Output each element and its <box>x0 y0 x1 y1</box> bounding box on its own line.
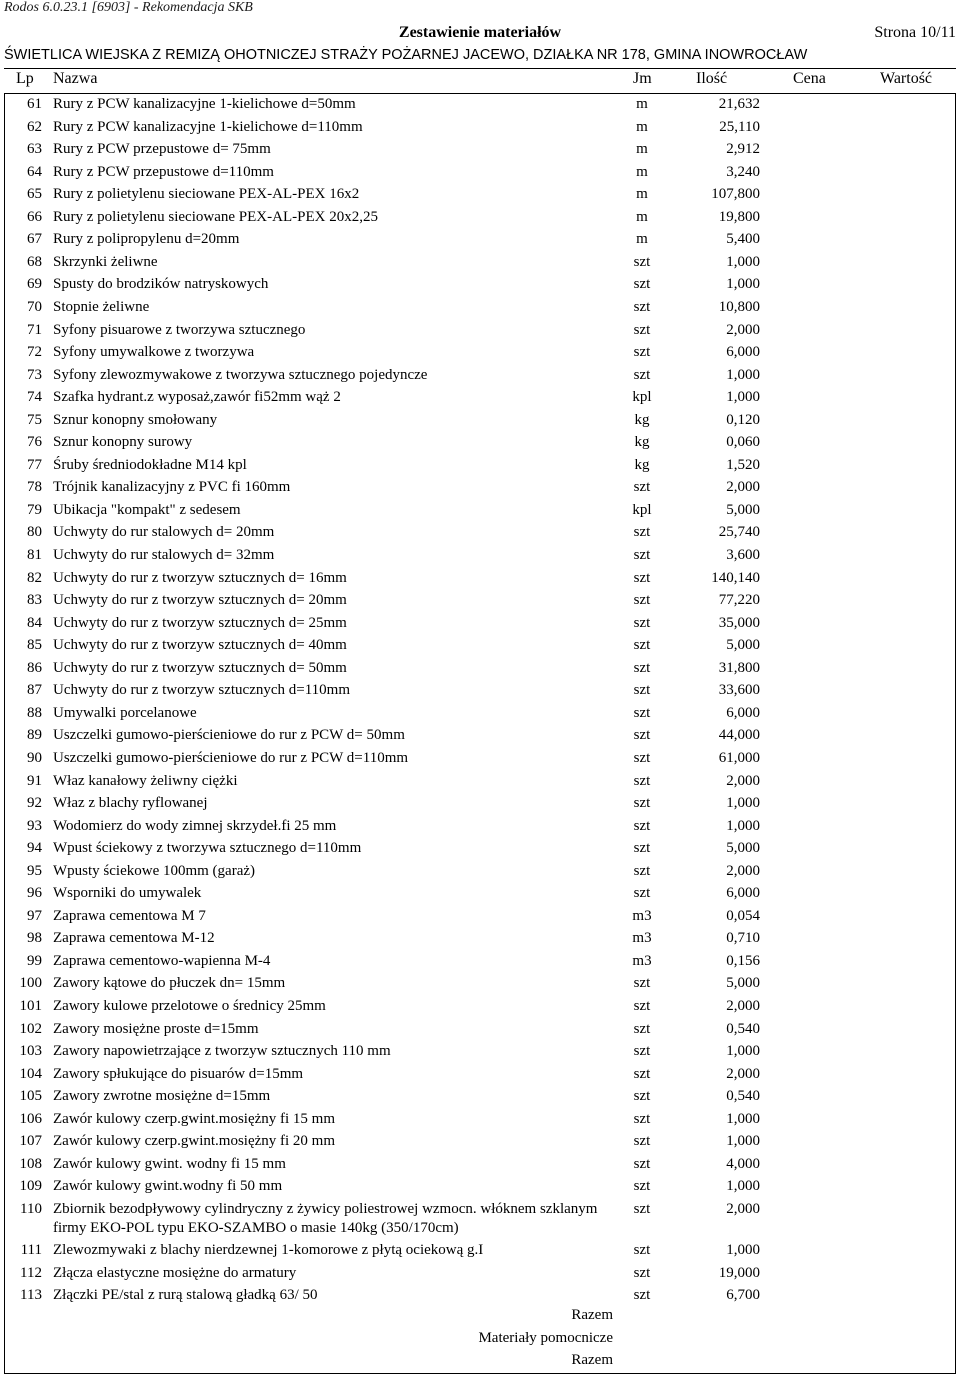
row-lp: 74 <box>27 389 42 406</box>
table-row <box>0 1042 960 1065</box>
row-unit: m <box>636 186 648 203</box>
row-qty: 1,000 <box>726 1043 760 1060</box>
row-lp: 96 <box>27 885 42 902</box>
row-lp: 98 <box>27 930 42 947</box>
row-qty: 10,800 <box>718 298 760 315</box>
row-lp: 109 <box>19 1178 42 1195</box>
table-row <box>0 478 960 501</box>
row-lp: 87 <box>27 682 42 699</box>
row-lp: 63 <box>27 141 42 158</box>
row-name: Śruby średniodokładne M14 kpl <box>53 456 247 473</box>
row-name: Uchwyty do rur z tworzyw sztucznych d= 16mm <box>53 569 347 586</box>
row-qty: 0,054 <box>726 907 760 924</box>
row-unit: kg <box>634 456 650 473</box>
row-unit: m <box>636 96 648 112</box>
row-name: Spusty do brodzików natryskowych <box>53 276 269 293</box>
table-row <box>0 230 960 253</box>
row-qty: 5,000 <box>726 840 760 857</box>
row-qty: 0,120 <box>726 411 760 428</box>
row-unit: szt <box>633 1020 651 1037</box>
row-unit: szt <box>633 637 651 654</box>
row-lp: 94 <box>27 840 42 857</box>
row-unit: szt <box>633 1287 651 1304</box>
table-row <box>0 997 960 1020</box>
table-row <box>0 343 960 366</box>
row-qty: 77,220 <box>718 592 760 609</box>
row-name: Wpust ściekowy z tworzywa sztucznego d=110mm <box>53 840 362 857</box>
header-qty: Ilość <box>696 70 728 87</box>
row-lp: 75 <box>27 411 42 428</box>
row-unit: szt <box>633 298 651 315</box>
row-unit: m <box>636 118 648 135</box>
row-unit: szt <box>633 772 651 789</box>
row-unit: szt <box>633 1065 651 1082</box>
row-unit: szt <box>633 1178 651 1195</box>
row-name: Wsporniki do umywalek <box>53 885 202 902</box>
row-name: Skrzynki żeliwne <box>53 253 158 270</box>
row-name: Syfony zlewozmywakowe z tworzywa sztucznego pojedyncze <box>53 366 428 383</box>
row-name: Uchwyty do rur z tworzyw sztucznych d= 50mm <box>53 659 347 676</box>
row-lp: 73 <box>27 366 42 383</box>
row-qty: 0,540 <box>726 1020 760 1037</box>
row-qty: 0,060 <box>726 434 760 451</box>
row-name: Uchwyty do rur z tworzyw sztucznych d= 40mm <box>53 637 347 654</box>
row-qty: 0,710 <box>726 930 760 947</box>
row-qty: 1,000 <box>726 276 760 293</box>
row-name: Zawory mosiężne proste d=15mm <box>53 1020 259 1037</box>
table-row <box>0 749 960 772</box>
row-name: Stopnie żeliwne <box>53 298 150 315</box>
row-lp: 93 <box>27 817 42 834</box>
table-row <box>0 253 960 276</box>
row-lp: 108 <box>19 1155 42 1172</box>
row-name: Rury z polietylenu sieciowane PEX-AL-PEX 16x2 <box>53 186 360 203</box>
row-lp: 89 <box>27 727 42 744</box>
table-row <box>0 523 960 546</box>
row-lp: 104 <box>19 1065 42 1082</box>
row-qty: 5,000 <box>726 501 760 518</box>
row-name: Właz z blachy ryflowanej <box>53 795 208 812</box>
row-qty: 140,140 <box>711 569 760 586</box>
table-row <box>0 388 960 411</box>
row-lp: 111 <box>20 1241 42 1258</box>
row-unit: szt <box>633 569 651 586</box>
table-row <box>0 1065 960 1088</box>
row-lp: 97 <box>27 907 42 924</box>
row-unit: m3 <box>632 930 652 947</box>
table-row <box>0 411 960 434</box>
row-name: Uchwyty do rur z tworzyw sztucznych d= 20mm <box>53 592 347 609</box>
row-qty: 1,000 <box>726 1241 760 1258</box>
row-lp: 84 <box>27 614 42 631</box>
table-row <box>0 208 960 231</box>
row-qty: 1,000 <box>726 1133 760 1150</box>
row-name: Zawór kulowy gwint. wodny fi 15 mm <box>53 1155 286 1172</box>
table-row <box>0 163 960 186</box>
row-unit: kpl <box>632 389 652 406</box>
row-unit: m3 <box>632 952 652 969</box>
row-unit: szt <box>633 1043 651 1060</box>
table-row <box>0 298 960 321</box>
row-unit: szt <box>633 547 651 563</box>
table-row <box>0 95 960 118</box>
table-row <box>0 118 960 141</box>
table-row <box>0 591 960 614</box>
row-qty: 0,156 <box>726 952 760 969</box>
row-unit: szt <box>633 276 651 293</box>
table-row <box>0 1286 960 1309</box>
table-row <box>0 275 960 298</box>
row-qty: 6,000 <box>726 704 760 721</box>
row-lp: 69 <box>27 276 42 293</box>
table-row <box>0 929 960 952</box>
row-name: Rury z polipropylenu d=20mm <box>53 231 240 248</box>
table-row <box>0 704 960 727</box>
row-unit: szt <box>633 1088 651 1105</box>
row-lp: 81 <box>27 547 42 563</box>
table-row <box>0 659 960 682</box>
row-lp: 110 <box>20 1200 42 1217</box>
row-lp: 72 <box>27 344 42 361</box>
row-lp: 70 <box>27 298 42 315</box>
row-lp: 102 <box>19 1020 42 1037</box>
row-lp: 99 <box>27 952 42 969</box>
table-row <box>0 1264 960 1287</box>
row-qty: 2,000 <box>726 772 760 789</box>
row-unit: szt <box>633 614 651 631</box>
row-qty: 1,000 <box>726 366 760 383</box>
row-unit: szt <box>633 1264 651 1281</box>
row-name: Uchwyty do rur stalowych d= 20mm <box>53 524 275 541</box>
row-lp: 66 <box>27 208 42 225</box>
row-unit: szt <box>633 344 651 361</box>
row-unit: szt <box>633 749 651 766</box>
row-unit: szt <box>633 817 651 834</box>
row-name: Złącza elastyczne mosiężne do armatury <box>53 1264 297 1281</box>
row-qty: 107,800 <box>711 186 760 203</box>
row-unit: kg <box>634 434 650 451</box>
row-qty: 19,000 <box>718 1264 760 1281</box>
header-name: Nazwa <box>53 70 98 87</box>
row-lp: 71 <box>27 321 42 338</box>
row-qty: 2,000 <box>726 321 760 338</box>
row-unit: szt <box>633 479 651 496</box>
row-lp: 65 <box>27 186 42 203</box>
table-header <box>0 68 960 94</box>
page-number: Strona 10/11 <box>874 24 956 41</box>
row-unit: kg <box>634 411 650 428</box>
row-name: Zawór kulowy gwint.wodny fi 50 mm <box>53 1178 283 1195</box>
row-lp: 76 <box>27 434 42 451</box>
auxiliary-materials-label: Materiały pomocnicze <box>478 1330 613 1346</box>
row-name: Zawór kulowy czerp.gwint.mosiężny fi 15 mm <box>53 1110 336 1127</box>
row-qty: 61,000 <box>718 749 760 766</box>
row-qty: 5,400 <box>726 231 760 248</box>
row-unit: szt <box>633 795 651 812</box>
row-unit: szt <box>633 682 651 699</box>
table-row <box>0 1241 960 1264</box>
row-unit: szt <box>633 321 651 338</box>
row-name: Uchwyty do rur z tworzyw sztucznych d=110mm <box>53 682 350 699</box>
table-row <box>0 1177 960 1200</box>
row-name: Uchwyty do rur z tworzyw sztucznych d= 25mm <box>53 614 347 631</box>
row-lp: 83 <box>27 592 42 609</box>
table-row <box>0 569 960 592</box>
row-lp: 100 <box>19 975 42 992</box>
row-lp: 78 <box>27 479 42 496</box>
table-row <box>0 1132 960 1155</box>
row-unit: m3 <box>632 907 652 924</box>
row-qty: 1,000 <box>726 1178 760 1195</box>
row-name: Złączki PE/stal z rurą stalową gładką 63/ 50 <box>53 1287 318 1304</box>
table-row <box>0 884 960 907</box>
row-name: Zawory napowietrzające z tworzyw sztucznych 110 mm <box>53 1043 391 1060</box>
row-lp: 61 <box>27 96 42 112</box>
row-name: Właz kanałowy żeliwny ciężki <box>53 772 238 789</box>
row-qty: 31,800 <box>718 659 760 676</box>
row-qty: 1,000 <box>726 1110 760 1127</box>
row-lp: 64 <box>27 163 42 180</box>
row-lp: 88 <box>27 704 42 721</box>
row-unit: szt <box>633 1110 651 1127</box>
row-unit: szt <box>633 366 651 383</box>
row-qty: 25,740 <box>718 524 760 541</box>
row-lp: 91 <box>27 772 42 789</box>
row-unit: szt <box>633 704 651 721</box>
row-unit: szt <box>633 727 651 744</box>
table-row <box>0 1200 960 1240</box>
row-unit: m <box>636 208 648 225</box>
header-price: Cena <box>793 70 826 87</box>
table-row <box>0 1110 960 1133</box>
table-row <box>0 817 960 840</box>
row-qty: 2,000 <box>726 1065 760 1082</box>
header-top-rule <box>4 68 956 69</box>
row-qty: 1,000 <box>726 817 760 834</box>
row-qty: 1,520 <box>726 456 760 473</box>
table-row <box>0 1155 960 1178</box>
row-unit: szt <box>633 975 651 992</box>
row-unit: m <box>636 163 648 180</box>
row-lp: 68 <box>27 253 42 270</box>
table-row <box>0 185 960 208</box>
header-bottom-rule <box>4 93 956 94</box>
row-name: Zawór kulowy czerp.gwint.mosiężny fi 20 mm <box>53 1133 336 1150</box>
row-lp: 79 <box>27 501 42 518</box>
project-subtitle: ŚWIETLICA WIEJSKA Z REMIZĄ OHOTNICZEJ STRAŻY POŻARNEJ JACEWO, DZIAŁKA NR 178, GMINA INOWROCŁAW <box>4 47 808 63</box>
row-unit: szt <box>633 1155 651 1172</box>
row-qty: 21,632 <box>718 96 760 112</box>
row-qty: 5,000 <box>726 975 760 992</box>
table-row <box>0 772 960 795</box>
row-lp: 77 <box>27 456 42 473</box>
table-bottom-rule <box>4 1373 956 1374</box>
row-lp: 90 <box>27 749 42 766</box>
table-row <box>0 681 960 704</box>
row-qty: 44,000 <box>718 727 760 744</box>
row-name: Rury z PCW kanalizacyjne 1-kielichowe d=50mm <box>53 96 356 112</box>
table-row <box>0 140 960 163</box>
row-qty: 2,912 <box>726 141 760 158</box>
row-name: Syfony umywalkowe z tworzywa <box>53 344 255 361</box>
row-qty: 3,240 <box>726 163 760 180</box>
row-name: Uchwyty do rur stalowych d= 32mm <box>53 547 275 563</box>
row-name: Zaprawa cementowa M-12 <box>53 930 215 947</box>
row-name: Zawory zwrotne mosiężne d=15mm <box>53 1088 271 1105</box>
row-unit: szt <box>633 659 651 676</box>
row-qty: 1,000 <box>726 253 760 270</box>
row-name: Ubikacja "kompakt" z sedesem <box>53 501 241 518</box>
row-unit: szt <box>633 840 651 857</box>
row-qty: 2,000 <box>726 479 760 496</box>
row-lp: 80 <box>27 524 42 541</box>
row-lp: 113 <box>20 1287 42 1304</box>
row-lp: 101 <box>19 998 42 1014</box>
row-unit: szt <box>633 253 651 270</box>
row-lp: 112 <box>20 1264 42 1281</box>
row-unit: szt <box>633 524 651 541</box>
app-version-line: Rodos 6.0.23.1 [6903] - Rekomendacja SKB <box>4 0 253 15</box>
row-lp: 95 <box>27 862 42 879</box>
row-lp: 62 <box>27 118 42 135</box>
table-row <box>0 636 960 659</box>
row-qty: 33,600 <box>718 682 760 699</box>
row-lp: 92 <box>27 795 42 812</box>
row-qty: 2,000 <box>726 862 760 879</box>
row-name: Wodomierz do wody zimnej skrzydeł.fi 25 mm <box>53 817 337 834</box>
table-row <box>0 794 960 817</box>
table-row <box>0 974 960 997</box>
row-name: Wpusty ściekowe 100mm (garaż) <box>53 862 256 879</box>
row-unit: m <box>636 231 648 248</box>
row-name: Zawory kulowe przelotowe o średnicy 25mm <box>53 998 326 1014</box>
row-unit: m <box>636 141 648 158</box>
row-lp: 86 <box>27 659 42 676</box>
row-lp: 85 <box>27 637 42 654</box>
row-lp: 106 <box>19 1110 42 1127</box>
row-name: Zawory spłukujące do pisuarów d=15mm <box>53 1065 304 1082</box>
row-name: Rury z PCW kanalizacyjne 1-kielichowe d=110mm <box>53 118 363 135</box>
row-name: Szafka hydrant.z wyposaż,zawór fi52mm wąż 2 <box>53 389 341 406</box>
row-unit: szt <box>633 1241 651 1258</box>
document-title: Zestawienie materiałów <box>398 24 562 41</box>
table-row <box>0 614 960 637</box>
table-row <box>0 839 960 862</box>
row-unit: szt <box>633 1200 651 1217</box>
row-name: Zbiornik bezodpływowy cylindryczny z żywicy poliestrowej wzmocn. włóknem szklanym firmy EKO-POL typu EKO-SZAMBO o masie 140kg (350/170cm) <box>53 1200 598 1236</box>
row-lp: 107 <box>19 1133 42 1150</box>
row-unit: szt <box>633 1133 651 1150</box>
table-row <box>0 952 960 975</box>
row-name: Trójnik kanalizacyjny z PVC fi 160mm <box>53 479 291 496</box>
grand-total-label: Razem <box>571 1352 613 1368</box>
row-unit: szt <box>633 862 651 879</box>
row-qty: 2,000 <box>726 998 760 1014</box>
row-unit: szt <box>633 885 651 902</box>
row-name: Rury z PCW przepustowe d=110mm <box>53 163 274 180</box>
row-unit: kpl <box>632 501 652 518</box>
row-lp: 103 <box>19 1043 42 1060</box>
table-row <box>0 1020 960 1043</box>
row-name: Rury z polietylenu sieciowane PEX-AL-PEX 20x2,25 <box>53 208 378 225</box>
table-row <box>0 1087 960 1110</box>
table-row <box>0 501 960 524</box>
row-name: Zaprawa cementowo-wapienna M-4 <box>53 952 271 969</box>
row-qty: 2,000 <box>726 1200 760 1217</box>
row-name: Zawory kątowe do płuczek dn= 15mm <box>53 975 286 992</box>
row-qty: 4,000 <box>726 1155 760 1172</box>
row-qty: 6,000 <box>726 885 760 902</box>
table-row <box>0 546 960 569</box>
table-row <box>0 907 960 930</box>
row-lp: 82 <box>27 569 42 586</box>
row-qty: 6,000 <box>726 344 760 361</box>
row-lp: 105 <box>19 1088 42 1105</box>
row-name: Rury z PCW przepustowe d= 75mm <box>53 141 271 158</box>
row-name: Uszczelki gumowo-pierścieniowe do rur z PCW d= 50mm <box>53 727 405 744</box>
row-name: Uszczelki gumowo-pierścieniowe do rur z PCW d=110mm <box>53 749 409 766</box>
row-name: Umywalki porcelanowe <box>53 704 197 721</box>
header-unit: Jm <box>633 70 652 87</box>
table-row <box>0 433 960 456</box>
table-row <box>0 862 960 885</box>
row-name: Zaprawa cementowa M 7 <box>53 907 206 924</box>
row-qty: 19,800 <box>718 208 760 225</box>
table-row <box>0 366 960 389</box>
header-value: Wartość <box>880 70 933 87</box>
row-qty: 1,000 <box>726 795 760 812</box>
row-qty: 6,700 <box>726 1287 760 1304</box>
row-unit: szt <box>633 592 651 609</box>
row-qty: 25,110 <box>719 118 760 135</box>
row-unit: szt <box>633 998 651 1014</box>
row-qty: 1,000 <box>726 389 760 406</box>
header-lp: Lp <box>16 70 34 87</box>
row-name: Zlewozmywaki z blachy nierdzewnej 1-komorowe z płytą ociekową g.I <box>53 1241 484 1258</box>
row-qty: 0,540 <box>726 1088 760 1105</box>
table-row <box>0 456 960 479</box>
table-row <box>0 321 960 344</box>
table-row <box>0 726 960 749</box>
row-lp: 67 <box>27 231 42 248</box>
row-qty: 35,000 <box>718 614 760 631</box>
row-qty: 5,000 <box>726 637 760 654</box>
row-name: Syfony pisuarowe z tworzywa sztucznego <box>53 321 306 338</box>
row-name: Sznur konopny surowy <box>53 434 193 451</box>
row-name: Sznur konopny smołowany <box>53 411 218 428</box>
total-label: Razem <box>571 1307 613 1323</box>
row-qty: 3,600 <box>726 547 760 563</box>
